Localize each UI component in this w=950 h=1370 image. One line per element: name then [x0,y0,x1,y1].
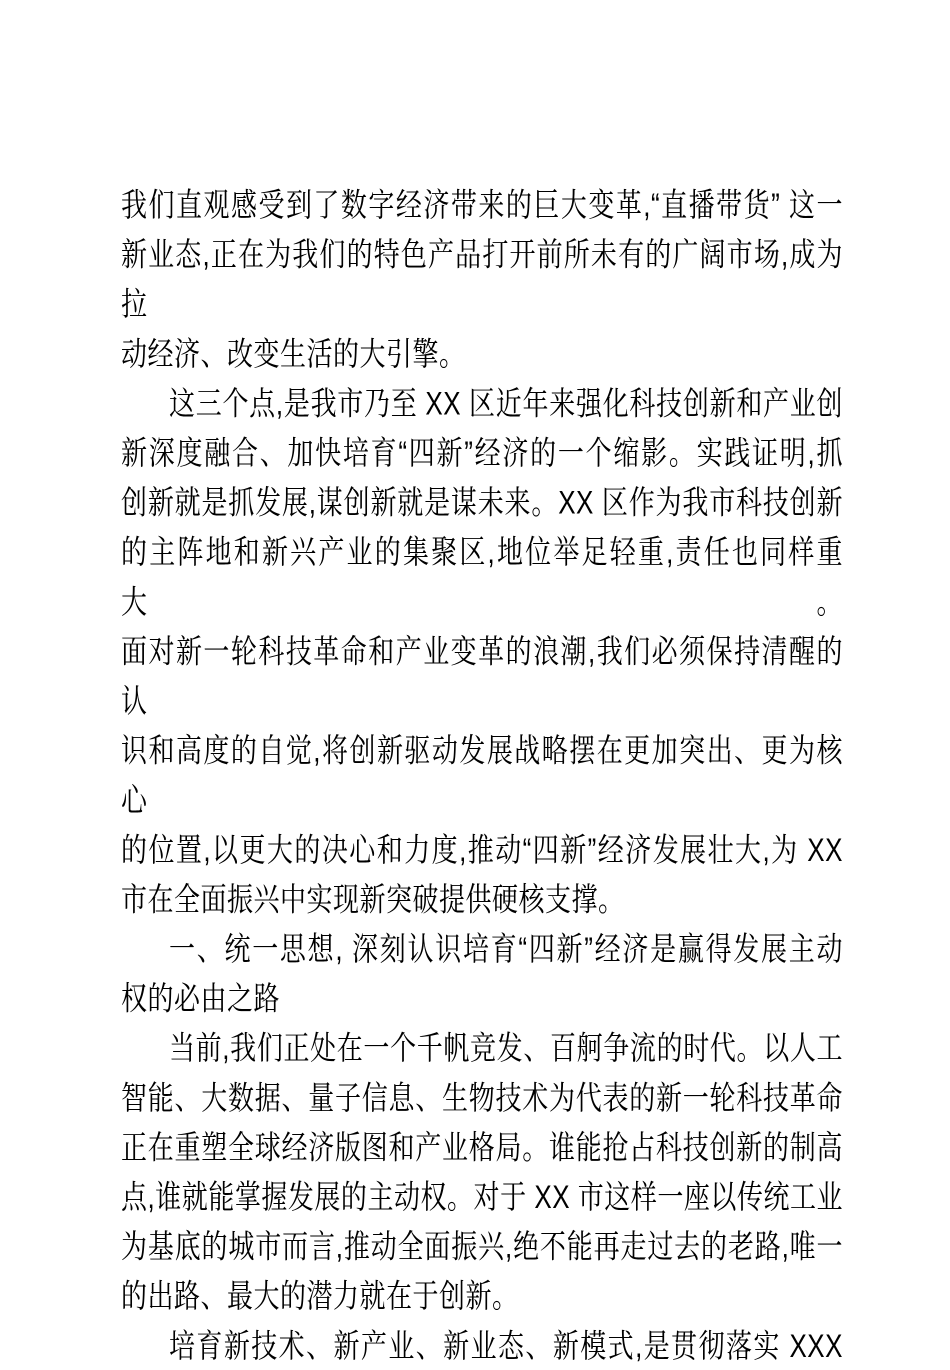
body-paragraph [121,1023,843,1321]
text-line: 面对新一轮科技革命和产业变革的浪潮,我们必须保持清醒的认 [121,632,843,720]
text-line: 这三个点,是我市乃至 XX 区近年来强化科技创新和产业创 [169,384,843,422]
text-line: 识和高度的自觉,将创新驱动发展战略摆在更加突出、更为核心 [121,731,843,819]
heading-text-line: 权的必由之路 [121,979,281,1017]
text-line: 创新就是抓发展,谋创新就是谋未来。XX 区作为我市科技创新 [121,483,843,521]
text-line: 新业态,正在为我们的特色产品打开前所未有的广阔市场,成为拉 [121,235,843,323]
text-line: 的位置,以更大的决心和力度,推动“四新”经济发展壮大,为 XX [121,831,843,869]
text-line: 点,谁就能掌握发展的主动权。对于 XX 市这样一座以传统工业 [121,1178,843,1216]
text-line: 智能、大数据、量子信息、生物技术为代表的新一轮科技革命 [121,1079,843,1117]
text-line: 我们直观感受到了数字经济带来的巨大变革,“直播带货” 这一 [121,186,843,224]
heading-text-line: 一、统一思想, 深刻认识培育“四新”经济是赢得发展主动 [169,930,843,968]
section-heading [121,924,843,1023]
body-paragraph [121,1321,843,1370]
text-line: 正在重塑全球经济版图和产业格局。谁能抢占科技创新的制高 [121,1128,843,1166]
text-line: 市在全面振兴中实现新突破提供硬核支撑。 [121,880,625,918]
body-paragraph [121,180,843,378]
document-text-block [121,180,843,1370]
body-paragraph [121,378,843,924]
text-line: 的主阵地和新兴产业的集聚区,地位举足轻重,责任也同样重大。 [121,533,843,621]
text-line: 培育新技术、新产业、新业态、新模式,是贯彻落实 XXX [169,1327,843,1365]
text-line: 新深度融合、加快培育“四新”经济的一个缩影。实践证明,抓 [121,434,843,472]
text-line: 的出路、最大的潜力就在于创新。 [121,1277,519,1315]
text-line: 当前,我们正处在一个千帆竞发、百舸争流的时代。以人工 [169,1029,843,1067]
text-line: 动经济、改变生活的大引擎。 [121,335,466,373]
text-line: 为基底的城市而言,推动全面振兴,绝不能再走过去的老路,唯一 [121,1227,843,1265]
